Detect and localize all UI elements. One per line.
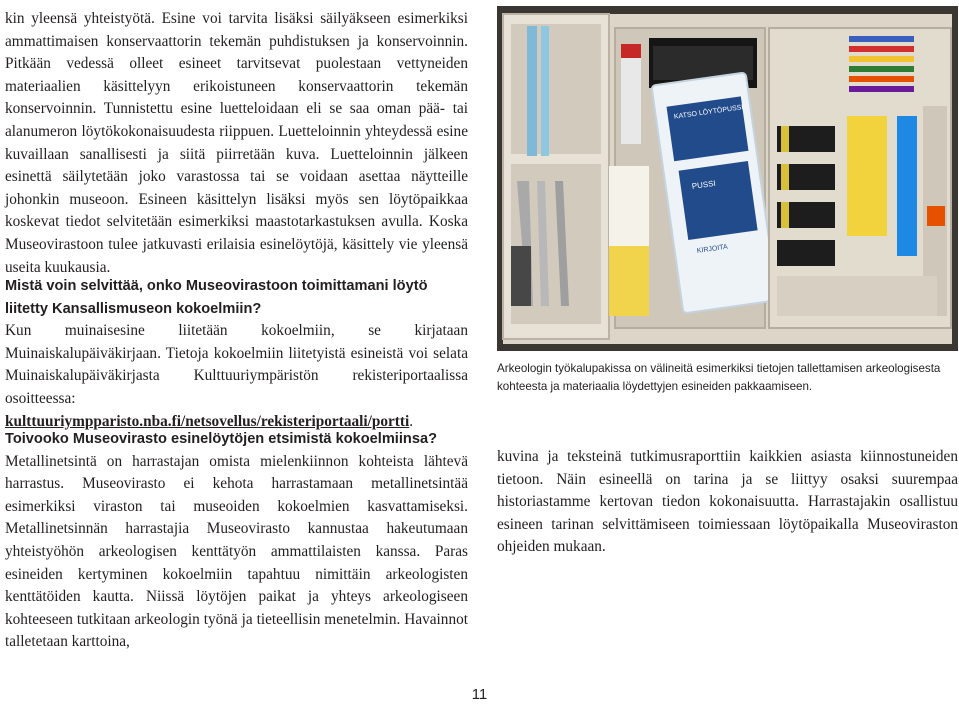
body-paragraph-2 — [5, 320, 468, 433]
bag-label: KATSO LÖYTÖPUSSI — [673, 104, 744, 121]
section-heading: Toivooko Museovirasto esinelöytöjen etsimistä kokoelmiinsa? — [5, 431, 437, 447]
link-suffix: . — [409, 412, 414, 430]
registry-portal-link[interactable]: kulttuuriympparisto.nba.fi/netsovellus/rekisteriportaali/portti — [5, 412, 410, 430]
photo-caption: Arkeologin työkalupakissa on välineitä esimerkiksi tietojen tallettamisen arkeologisesta kohteesta ja materiaalia löydettyjen esineiden pakkaamiseen. — [497, 362, 941, 393]
faq-collection-lookup — [5, 275, 468, 433]
bag-label: KIRJOITA — [696, 243, 729, 255]
right-column-text — [497, 446, 958, 559]
toolbox-photo — [497, 6, 958, 351]
toolbox-illustration — [497, 6, 958, 351]
left-column — [5, 8, 468, 279]
faq-metal-detecting — [5, 428, 468, 654]
paragraph-text: Kun muinaisesine liitetään kokoelmiin, se kirjataan Muinaiskalupäiväkirjaan. Tietoja kokoelmiin liitetyistä esineistä voi selata Muinaiskalupäiväkirjasta Kulttuuriympäristön rekisteriportaalissa osoitteessa: — [5, 322, 468, 407]
section-heading: Mistä voin selvittää, onko Museovirastoon toimittamani löytö liitetty Kansallismuseon kokoelmiin? — [5, 278, 428, 317]
body-paragraph-4: kuvina ja teksteinä tutkimusraporttiin kaikkien asiasta kiinnostuneiden tietoon. Näin esineellä on tarina ja se liittyy osaksi suurempaa historiastamme kertovan tiedon kokonaisuutta. Harrastajakin osallistuu esineen tarinan selvittämiseen toimiessaan löytöpaikalla Museoviraston ohjeiden mukaan. — [497, 448, 958, 556]
page-number: 11 — [471, 686, 488, 703]
body-paragraph-1: kin yleensä yhteistyötä. Esine voi tarvita lisäksi säilyäkseen esimerkiksi ammattimaisen konservaattorin tekemän puhdistuksen ja konservoinnin. Pitkään vedessä olleet esineet tarvitsevat puolestaan vettyneiden materiaalien käsittelyyn erikoistuneen konservaattorin tekemän konservoinnin. Tunnistettu esine luetteloidaan eli se saa oman pää- tai alanumeron löytökokonaisuudesta riippuen. Luetteloinnin yhteydessä esine kuvaillaan sanallisesti ja siitä piirretään kuva. Luetteloinnin jälkeen esinettä säilytetään joko varastossa tai se voidaan asettaa näytteille johonkin museoon. Esineen käsittelyn lisäksi myös sen löytöpaikkaa koskevat tiedot selvitetään esimerkiksi maastotarkastuksen avulla. Koska Museovirastoon tulee jatkuvasti erilaisia esinelöytöjä, käsittely vie yleensä useita kuukausia. — [5, 10, 468, 276]
body-paragraph-3: Metallinetsintä on harrastajan omista mielenkiinnon kohteista lähtevä harrastus. Museovirasto ei kehota harrastamaan metallinetsintää esimerkiksi viraston tai museoiden kokoelmien kasvattamiseksi. Metallinetsinnän harrastajia Museovirasto kannustaa hakeutumaan yhteistyöhön arkeologisen kenttätyön ammattilaisten kanssa. Paras esineiden kertyminen kokoelmiin tapahtuu nimittäin arkeologisten kenttätöiden kautta. Niissä löytöjen paikat ja yhteys arkeologiseen kohteeseen tutkitaan arkeologin työnä ja tieteellisin menetelmin. Havainnot talletetaan karttoina, — [5, 452, 468, 651]
bag-label: PUSSI — [691, 178, 717, 191]
